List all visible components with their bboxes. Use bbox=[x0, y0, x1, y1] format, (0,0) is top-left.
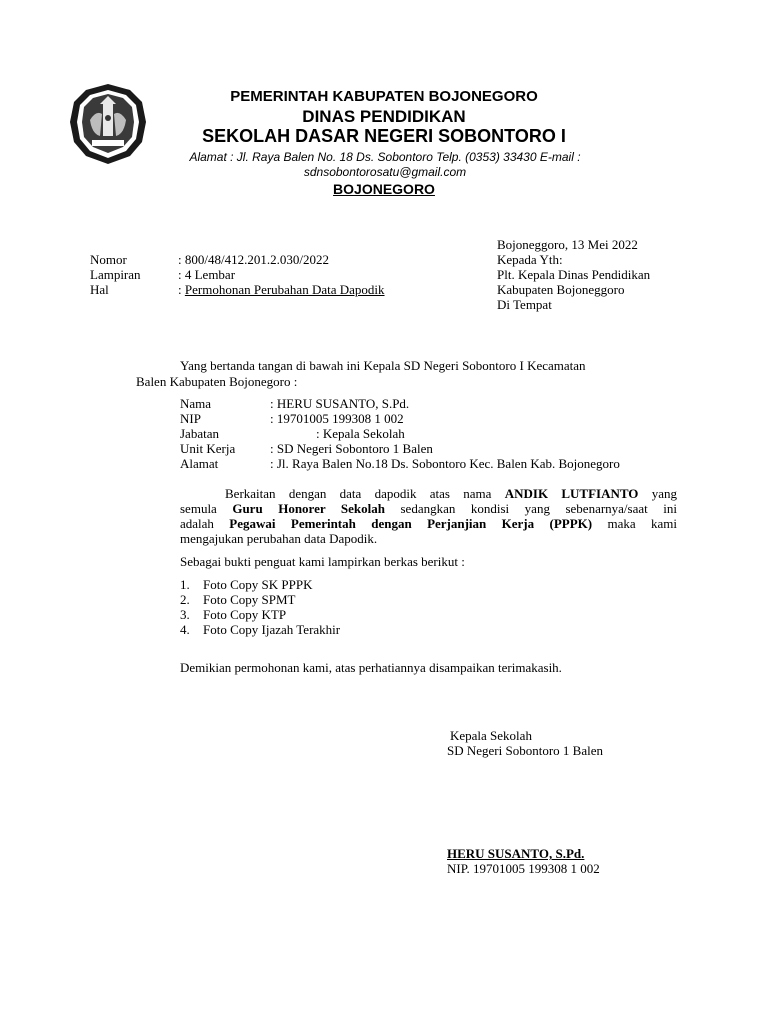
attachment-number: 4. bbox=[180, 622, 190, 637]
paragraph-text: semula bbox=[180, 501, 217, 516]
identity-position-value: : Kepala Sekolah bbox=[316, 426, 405, 441]
identity-name-value: : HERU SUSANTO, S.Pd. bbox=[270, 396, 410, 411]
hal-colon: : bbox=[178, 282, 182, 297]
identity-name-label: Nama bbox=[180, 396, 212, 411]
identity-nip-value: : 19701005 199308 1 002 bbox=[270, 411, 404, 426]
paragraph-text: yang bbox=[651, 486, 677, 501]
paragraph-text: sedangkan kondisi yang sebenarnya/saat ini bbox=[400, 501, 677, 516]
intro-line-2: Balen Kabupaten Bojonegoro : bbox=[136, 374, 298, 389]
hal-label: Hal bbox=[90, 282, 109, 297]
recipient-line-2: Plt. Kepala Dinas Pendidikan bbox=[497, 267, 651, 282]
letterhead-email: sdnsobontorosatu@gmail.com bbox=[303, 165, 467, 179]
attachment-item: Foto Copy KTP bbox=[203, 607, 287, 622]
recipient-line-4: Di Tempat bbox=[497, 297, 552, 312]
attachments-intro: Sebagai bukti penguat kami lampirkan berkas berikut : bbox=[180, 554, 465, 569]
previous-status: Guru Honorer Sekolah bbox=[232, 501, 385, 516]
current-status: Pegawai Pemerintah dengan Perjanjian Kerja (PPPK) bbox=[229, 516, 593, 531]
letterhead-department: DINAS PENDIDIKAN bbox=[302, 107, 466, 126]
letter-date: Bojoneggoro, 13 Mei 2022 bbox=[497, 237, 638, 252]
letterhead-government: PEMERINTAH KABUPATEN BOJONEGORO bbox=[230, 88, 538, 105]
attachment-item: Foto Copy SK PPPK bbox=[203, 577, 313, 592]
hal-subject: Permohonan Perubahan Data Dapodik bbox=[184, 282, 385, 297]
attachment-item: Foto Copy SPMT bbox=[203, 592, 296, 607]
lampiran-label: Lampiran bbox=[90, 267, 141, 282]
attachment-number: 3. bbox=[180, 607, 190, 622]
paragraph-line-1 bbox=[180, 486, 677, 501]
paragraph-text: Berkaitan dengan data dapodik atas nama bbox=[225, 486, 492, 501]
letterhead-school: SEKOLAH DASAR NEGERI SOBONTORO I bbox=[202, 126, 566, 146]
recipient-line-1: Kepada Yth: bbox=[497, 252, 563, 267]
identity-position-label: Jabatan bbox=[180, 426, 219, 441]
identity-address-value: : Jl. Raya Balen No.18 Ds. Sobontoro Kec. Balen Kab. Bojonegoro bbox=[270, 456, 620, 471]
student-name: ANDIK LUTFIANTO bbox=[504, 486, 639, 501]
signature-title-2: SD Negeri Sobontoro 1 Balen bbox=[447, 743, 603, 758]
attachment-number: 1. bbox=[180, 577, 190, 592]
identity-unit-label: Unit Kerja bbox=[180, 441, 236, 456]
attachment-number: 2. bbox=[180, 592, 190, 607]
identity-unit-value: : SD Negeri Sobontoro 1 Balen bbox=[270, 441, 433, 456]
intro-line-1: Yang bertanda tangan di bawah ini Kepala SD Negeri Sobontoro I Kecamatan bbox=[180, 358, 586, 373]
paragraph-text: adalah bbox=[180, 516, 214, 531]
hal-value-row bbox=[178, 282, 385, 297]
paragraph-line-2 bbox=[180, 501, 677, 516]
letterhead-city: BOJONEGORO bbox=[333, 181, 435, 197]
paragraph-line-3 bbox=[180, 516, 677, 531]
recipient-line-3: Kabupaten Bojoneggoro bbox=[497, 282, 625, 297]
letterhead-address: Alamat : Jl. Raya Balen No. 18 Ds. Sobontoro Telp. (0353) 33430 E-mail : bbox=[189, 150, 581, 164]
identity-address-label: Alamat bbox=[180, 456, 219, 471]
signature-title-1: Kepala Sekolah bbox=[450, 728, 532, 743]
identity-nip-label: NIP bbox=[180, 411, 201, 426]
attachment-item: Foto Copy Ijazah Terakhir bbox=[203, 622, 341, 637]
lampiran-value: : 4 Lembar bbox=[178, 267, 236, 282]
signature-nip: NIP. 19701005 199308 1 002 bbox=[447, 861, 600, 876]
paragraph-text: maka kami bbox=[607, 516, 678, 531]
closing-sentence: Demikian permohonan kami, atas perhatiannya disampaikan terimakasih. bbox=[180, 660, 562, 675]
nomor-label: Nomor bbox=[90, 252, 127, 267]
nomor-value: : 800/48/412.201.2.030/2022 bbox=[178, 252, 329, 267]
signature-name: HERU SUSANTO, S.Pd. bbox=[447, 846, 585, 861]
paragraph-line-4: mengajukan perubahan data Dapodik. bbox=[180, 531, 378, 546]
